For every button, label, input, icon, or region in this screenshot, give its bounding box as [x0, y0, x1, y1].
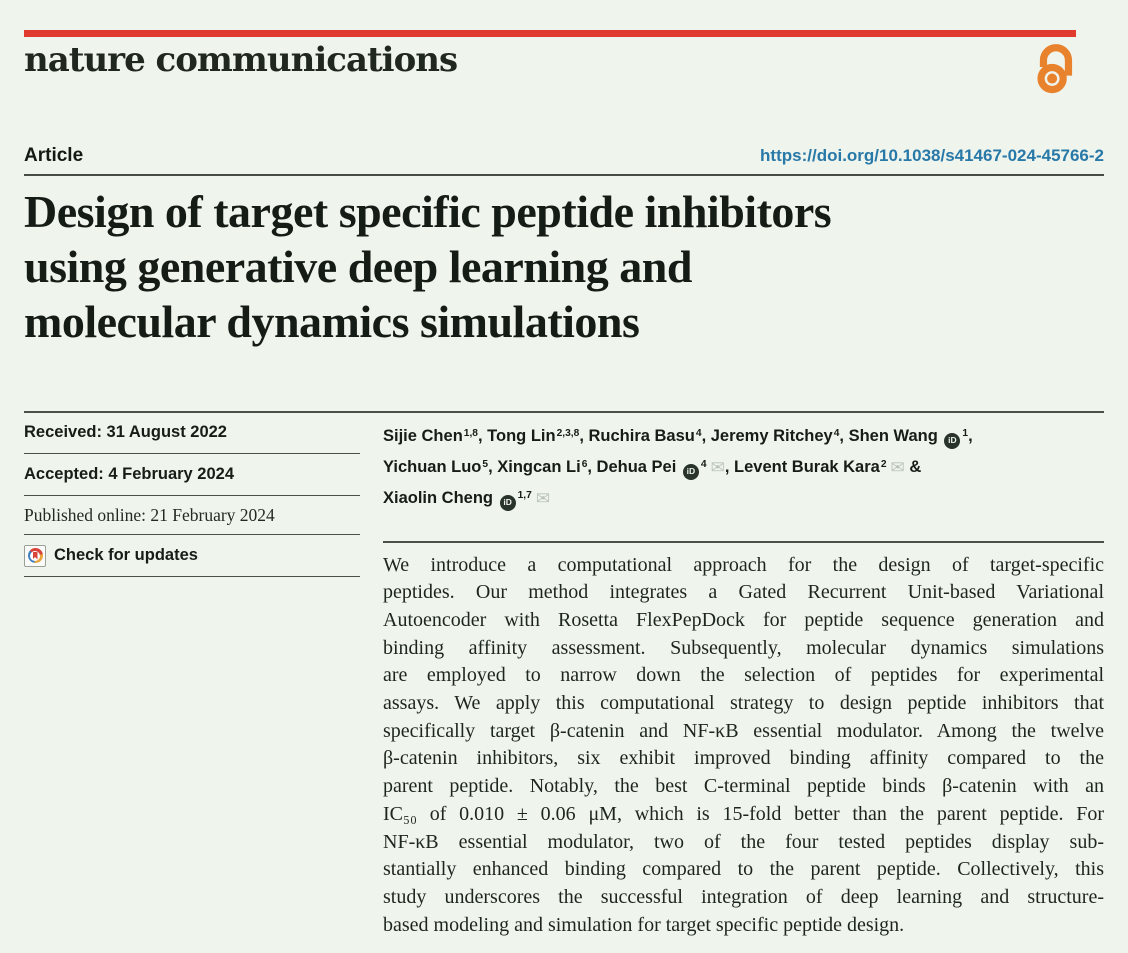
divider: [24, 174, 1104, 176]
text-line: stantially enhanced binding compared to the parent peptide. Collectively, this: [383, 858, 1104, 881]
text-line: are employed to narrow down the selection of peptides for experimental: [383, 664, 1104, 687]
text-line: based modeling and simulation for target specific peptide design.: [383, 913, 905, 936]
abstract-text: [383, 552, 1104, 940]
affiliation-superscript: 4: [700, 459, 707, 471]
text-line: assays. We apply this computational strategy to design peptide inhibitors that: [383, 692, 1104, 715]
doi-link[interactable]: https://doi.org/10.1038/s41467-024-45766-2: [760, 146, 1104, 165]
author-line: Sijie Chen$^{1,8}$, Tong Lin$^{2,3,8}$, Ruchira Basu$^4$, Jeremy Ritchey$^4$, Shen Wang $iD^1$,: [383, 422, 1104, 453]
text-line: molecular dynamics simulations: [24, 296, 640, 347]
affiliation-superscript: 1: [962, 428, 969, 440]
accepted-date: Accepted: 4 February 2024: [24, 454, 360, 496]
received-date: Received: 31 August 2022: [24, 412, 360, 454]
author-line: Yichuan Luo$^5$, Xingcan Li$^6$, Dehua Pei $iD^4$ ✉, Levent Burak Kara$^2$ ✉ &: [383, 453, 1104, 484]
text-line: Autoencoder with Rosetta FlexPepDock for peptide sequence generation and: [383, 608, 1104, 631]
text-line: binding affinity assessment. Subsequently, molecular dynamics simulations: [383, 636, 1104, 659]
mail-icon[interactable]: ✉: [710, 458, 725, 477]
affiliation-superscript: 1,8: [463, 428, 478, 440]
paper-title: [24, 184, 1094, 349]
text-line: parent peptide. Notably, the best C-terminal peptide binds β-catenin with an: [383, 775, 1104, 798]
orcid-icon[interactable]: iD: [683, 464, 699, 480]
affiliation-superscript: 2: [880, 459, 887, 471]
text-line: study underscores the successful integration of deep learning and structure-: [383, 885, 1104, 908]
text-line: NF-κB essential modulator, two of the four tested peptides display sub-: [383, 830, 1104, 853]
orcid-icon[interactable]: iD: [500, 495, 516, 511]
text-line: We introduce a computational approach for the design of target-specific: [383, 553, 1104, 576]
article-type-label: Article: [24, 145, 84, 166]
check-for-updates-label: Check for updates: [54, 546, 198, 564]
text-line: β-catenin inhibitors, six exhibit improved binding affinity compared to the: [383, 747, 1104, 770]
published-date: Published online: 21 February 2024: [24, 496, 360, 535]
orcid-icon[interactable]: iD: [944, 433, 960, 449]
check-for-updates[interactable]: [24, 535, 360, 577]
text-line: IC₅₀ of 0.010 ± 0.06 μM, which is 15-fold better than the parent peptide. For: [383, 802, 1104, 825]
journal-logo: nature communications: [24, 40, 458, 80]
affiliation-superscript: 2,3,8: [556, 428, 580, 440]
mail-icon[interactable]: ✉: [890, 458, 905, 477]
open-access-icon: [1030, 39, 1080, 95]
affiliation-superscript: 4: [833, 428, 840, 440]
divider: [383, 541, 1104, 543]
article-header-row: [24, 145, 1104, 167]
affiliation-superscript: 5: [482, 459, 489, 471]
affiliation-superscript: 1,7: [517, 490, 532, 502]
article-metadata-column: [24, 412, 360, 577]
mail-icon[interactable]: ✉: [535, 489, 551, 508]
text-line: specifically target β-catenin and NF-κB essential modulator. Among the twelve: [383, 719, 1104, 742]
affiliation-superscript: 4: [695, 428, 702, 440]
crossmark-icon: [24, 545, 46, 567]
text-line: peptides. Our method integrates a Gated Recurrent Unit-based Variational: [383, 581, 1104, 604]
author-list: [383, 422, 1104, 515]
text-line: using generative deep learning and: [24, 241, 692, 292]
affiliation-superscript: 6: [581, 459, 588, 471]
author-line: Xiaolin Cheng iD$^{1,7}$ ✉: [383, 484, 1104, 515]
masthead-red-bar: [24, 30, 1076, 37]
text-line: Design of target specific peptide inhibitors: [24, 186, 832, 237]
article-body-column: [383, 412, 1104, 939]
